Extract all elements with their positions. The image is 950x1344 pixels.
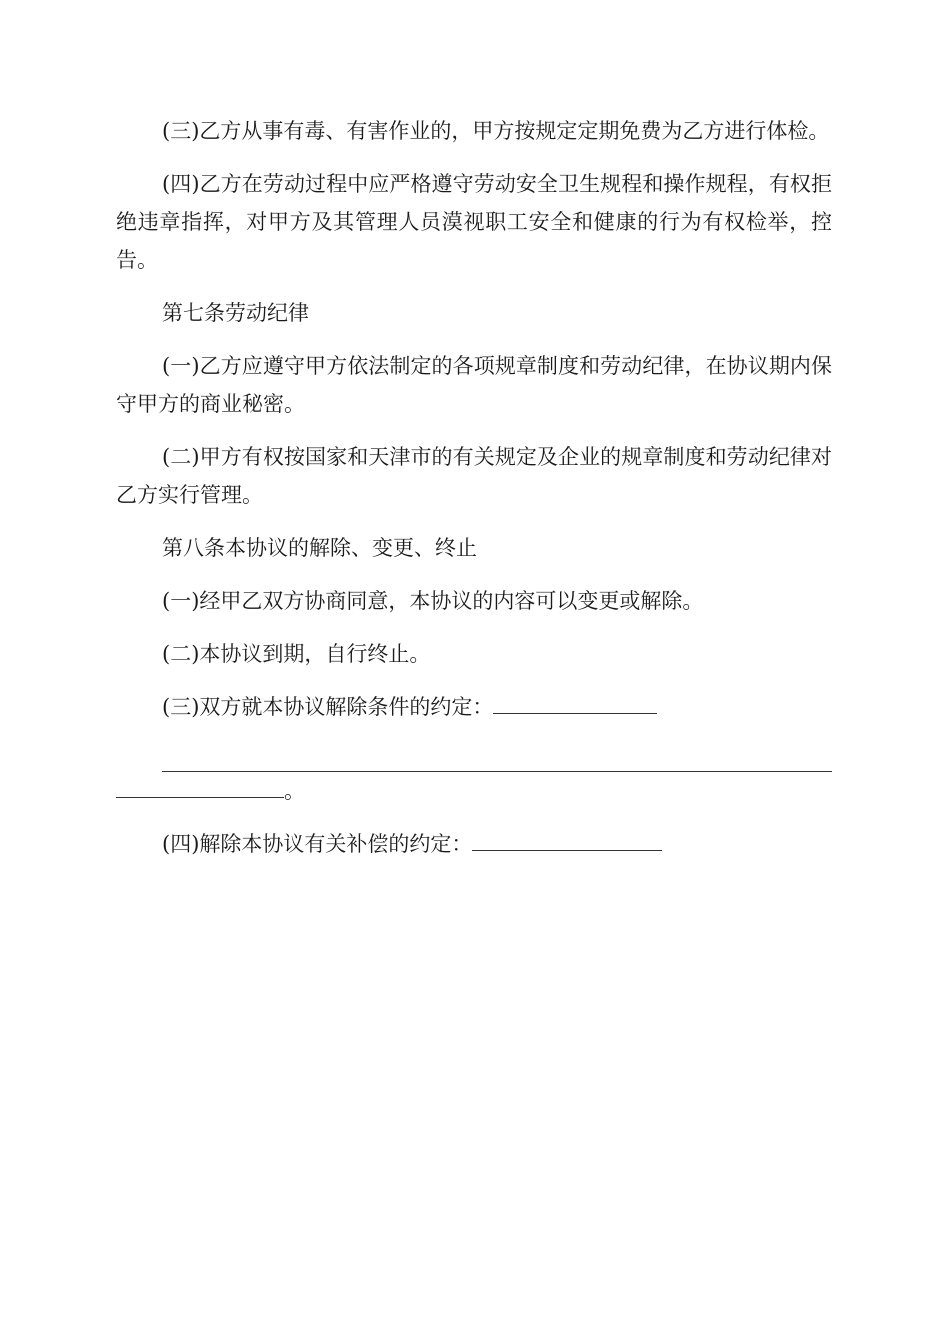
paragraph-clause-6-4: (四)乙方在劳动过程中应严格遵守劳动安全卫生规程和操作规程，有权拒绝违章指挥，对甲方及其管理人员漠视职工安全和健康的行为有权检举，控告。 [116, 172, 832, 272]
paragraph-clause-7-2: (二)甲方有权按国家和天津市的有关规定及企业的规章制度和劳动纪律对乙方实行管理。 [116, 445, 832, 507]
paragraph-clause-8-1: (一)经甲乙双方协商同意，本协议的内容可以变更或解除。 [162, 589, 704, 613]
paragraph-clause-7-1: (一)乙方应遵守甲方依法制定的各项规章制度和劳动纪律，在协议期内保守甲方的商业秘密。 [116, 354, 832, 416]
paragraph-clause-8-4 [116, 825, 832, 863]
paragraph-clause-8-3 [116, 688, 832, 726]
clause-8-3-tail [116, 772, 832, 810]
document-body [116, 112, 832, 878]
fill-in-blank-line [493, 689, 657, 714]
paragraph-clause-8-2: (二)本协议到期，自行终止。 [162, 642, 431, 666]
fill-in-blank-full-line [162, 741, 832, 772]
fill-in-blank-line [116, 773, 284, 798]
heading-article-8: 第八条本协议的解除、变更、终止 [162, 536, 477, 560]
clause-8-3-period: 。 [284, 779, 305, 803]
heading-article-7: 第七条劳动纪律 [162, 301, 309, 325]
clause-8-3-label: (三)双方就本协议解除条件的约定： [162, 695, 494, 719]
clause-8-4-label: (四)解除本协议有关补偿的约定： [162, 832, 473, 856]
paragraph-clause-6-3: (三)乙方从事有毒、有害作业的，甲方按规定定期免费为乙方进行体检。 [162, 119, 830, 143]
fill-in-blank-line [472, 826, 662, 851]
